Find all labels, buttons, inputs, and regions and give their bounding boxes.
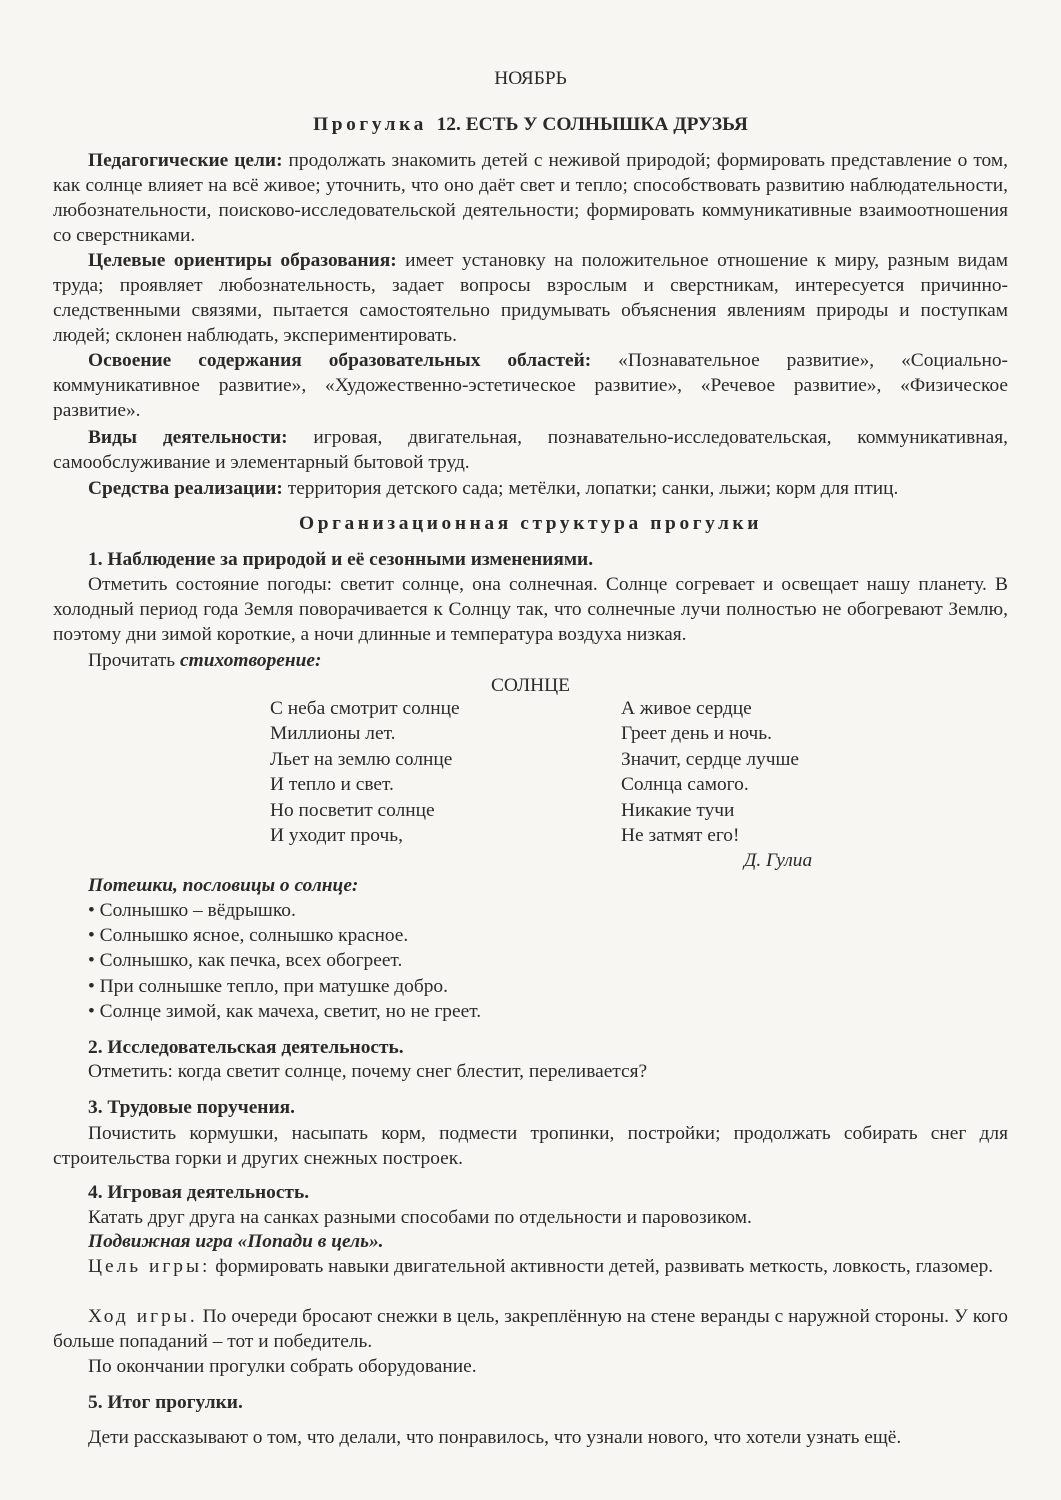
means-paragraph: Средства реализации: территория детского сада; метёлки, лопатки; санки, лыжи; корм для птиц. (88, 478, 899, 499)
poem-line: Значит, сердце лучше (621, 748, 800, 770)
list-item: • При солнышке тепло, при матушке добро. (88, 975, 448, 997)
section-3-heading: 3. Трудовые поручения. (88, 1097, 295, 1118)
section-5-heading: 5. Итог прогулки. (88, 1392, 243, 1413)
title-name: ЕСТЬ У СОЛНЫШКА ДРУЗЬЯ (465, 114, 748, 135)
activities-label: Виды деятельности: (88, 427, 288, 448)
month-heading: НОЯБРЬ (494, 68, 567, 89)
section-2-text: Отметить: когда светит солнце, почему снег блестит, переливается? (88, 1061, 648, 1082)
poem-column-2 (621, 696, 799, 848)
poem-column-1 (270, 696, 460, 848)
poem-line: Миллионы лет. (270, 723, 396, 745)
poem-author: Д. Гулиа (744, 850, 813, 871)
list-item: • Солнышко ясное, солнышко красное. (88, 925, 409, 947)
poem-title: СОЛНЦЕ (491, 675, 570, 696)
game-course: Ход игры. По очереди бросают снежки в цель, закреплённую на стене веранды с наружной стороны. У кого больше попаданий – тот и победитель. (53, 1306, 1008, 1352)
targets-paragraph: Целевые ориентиры образования: имеет установку на положительное отношение к миру, разным видам труда; проявляет любознательность, задает вопросы взрослым и сверстникам, интересуется причинно-следственными связями, пытается самостоятельно придумывать объяснения явлениям природы и поступкам людей; склонен наблюдать, экспериментировать. (53, 250, 1008, 346)
section-5-text: Дети рассказывают о том, что делали, что понравилось, что узнали нового, что хотели узнать ещё. (88, 1427, 902, 1448)
title-prefix: Прогулка (313, 114, 427, 135)
section-4-end: По окончании прогулки собрать оборудование. (88, 1356, 477, 1377)
section-3-text: Почистить кормушки, насыпать корм, подмести тропинки, постройки; продолжать собирать снег для строительства горки и других снежных построек. (53, 1123, 1008, 1169)
section-2-heading: 2. Исследовательская деятельность. (88, 1037, 404, 1058)
game-title: Подвижная игра «Попади в цель». (88, 1231, 384, 1252)
goals-paragraph: Педагогические цели: продолжать знакомить детей с неживой природой; формировать представление о том, как солнце влияет на всё живое; уточнить, что оно даёт свет и тепло; способствовать развитию наблюдательности, любознательности, поисково-исследовательской деятельности; формировать коммуникативные взаимоотношения со сверстниками. (53, 150, 1008, 246)
poem-line: Льет на землю солнце (270, 748, 453, 770)
targets-label: Целевые ориентиры образования: (88, 250, 397, 271)
poem-line: Греет день и ночь. (621, 723, 772, 745)
means-label: Средства реализации: (88, 478, 283, 499)
section-1-heading: 1. Наблюдение за природой и её сезонными изменениями. (88, 549, 594, 570)
poem-line: Никакие тучи (621, 799, 735, 821)
list-item: • Солнце зимой, как мачеха, светит, но не греет. (88, 1000, 482, 1022)
poem-line: И тепло и свет. (270, 774, 394, 796)
walk-title (0, 112, 1061, 137)
poem-line: Но посветит солнце (270, 799, 435, 821)
list-item: • Солнышко, как печка, всех обогреет. (88, 950, 403, 972)
section-1-text: Отметить состояние погоды: светит солнце, она солнечная. Солнце согревает и освещает нашу планету. В холодный период года Земля поворачивается к Солнцу так, что солнечные лучи полностью не обогревают Землю, поэтому дни зимой короткие, а ночи длинные и температура воздуха низкая. (53, 574, 1008, 645)
read-poem-line: Прочитать стихотворение: (88, 650, 322, 671)
poem-line: Солнца самого. (621, 774, 749, 796)
poem-line: А живое сердце (621, 698, 752, 719)
section-4-text: Катать друг друга на санках разными способами по отдельности и паровозиком. (88, 1207, 752, 1228)
poem-line: Не затмят его! (621, 825, 740, 847)
list-item: • Солнышко – вёдрышко. (88, 900, 296, 921)
sayings-heading: Потешки, пословицы о солнце: (88, 875, 359, 896)
title-number: 12. (436, 114, 461, 135)
structure-title: Организационная структура прогулки (299, 513, 762, 534)
section-4-heading: 4. Игровая деятельность. (88, 1182, 310, 1203)
activities-paragraph: Виды деятельности: игровая, двигательная, познавательно-исследовательская, коммуникативная, самообслуживание и элементарный бытовой труд. (53, 427, 1009, 473)
sayings-list (88, 898, 481, 1024)
game-goal: Цель игры: формировать навыки двигательной активности детей, развивать меткость, ловкость, глазомер. (88, 1256, 994, 1277)
poem-line: С неба смотрит солнце (270, 698, 460, 719)
areas-label: Освоение содержания образовательных областей: (88, 350, 592, 371)
goals-label: Педагогические цели: (88, 150, 283, 171)
poem-line: И уходит прочь, (270, 825, 403, 847)
areas-paragraph: Освоение содержания образовательных областей: «Познавательное развитие», «Социально-коммуникативное развитие», «Художественно-эстетическое развитие», «Речевое развитие», «Физическое развитие». (53, 350, 1008, 421)
